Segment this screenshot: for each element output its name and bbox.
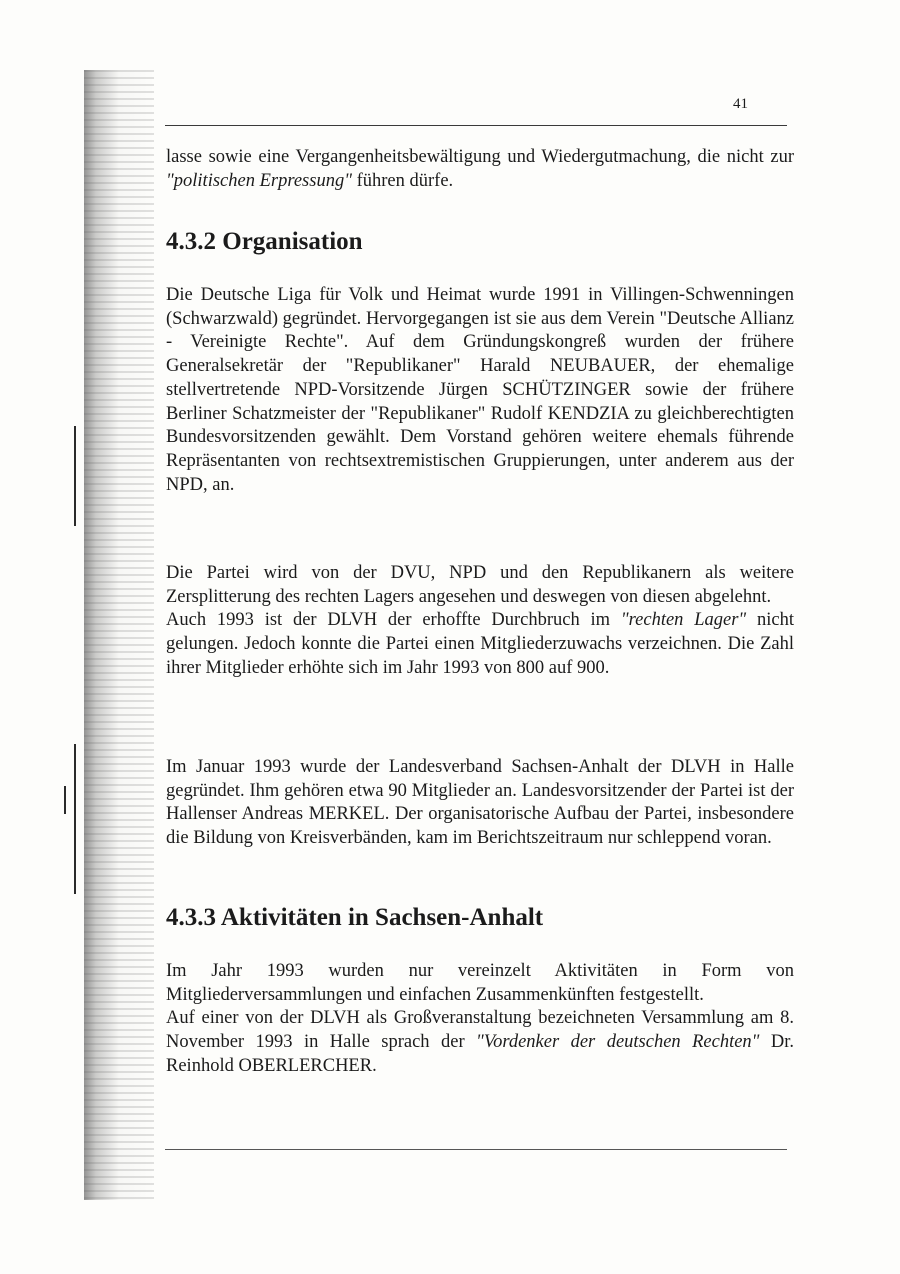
intro-text-end: führen dürfe.: [351, 170, 454, 191]
section-heading-aktivitaeten: 4.3.3 Aktivitäten in Sachsen-Anhalt: [166, 904, 544, 931]
paragraph-text: Die Deutsche Liga für Volk und Heimat wurde 1991 in Villingen-Schwenningen (Schwarzwald) gegründet. Hervorgegangen ist sie aus dem Verein "Deutsche Allianz - Vereinigte Rechte". Auf dem Gründungskongreß wurden der frühere Generalsekretär der "Republikaner" Harald NEUBAUER, der ehemalige stellvertretende NPD-Vorsitzende Jürgen SCHÜTZINGER sowie der frühere Berliner Schatzmeister der "Republikaner" Rudolf KENDZIA zu gleichberechtigten Bundesvorsitzenden gewählt. Dem Vorstand gehören weitere ehemals führende Repräsentanten von rechtsextremistischen Gruppierungen, unter anderem aus der NPD, an.: [166, 285, 794, 495]
paragraph-text: Im Januar 1993 wurde der Landesverband Sachsen-Anhalt der DLVH in Halle gegründet. Ihm gehören etwa 90 Mitglieder an. Landesvorsitzender der Partei ist der Hallenser Andreas MERKEL. Der organisatorische Aufbau der Partei, insbesondere die Bildung von Kreisverbänden, kam im Berichtszeitraum nur schleppend voran.: [166, 757, 794, 849]
margin-mark: [74, 744, 76, 894]
organisation-paragraph-1: [166, 284, 794, 497]
intro-text: lasse sowie eine Vergangenheitsbewältigung und Wiedergutmachung, die nicht zur: [166, 147, 794, 167]
intro-paragraph: [166, 146, 794, 193]
scan-shadow-edge: [84, 70, 154, 1200]
margin-mark: [64, 786, 66, 814]
paragraph-text: Die Partei wird von der DVU, NPD und den Republikanern als weitere Zersplitterung des rechten Lagers angesehen und deswegen von diesen abgelehnt.: [166, 563, 794, 607]
section-heading-organisation: 4.3.2 Organisation: [166, 228, 363, 255]
paragraph-text: Auch 1993 ist der DLVH der erhoffte Durchbruch im "rechten Lager" nicht gelungen. Jedoch konnte die Partei einen Mitgliederzuwachs verzeichnen. Die Zahl ihrer Mitglieder erhöhte sich im Jahr 1993 von 800 auf 900.: [166, 610, 795, 678]
rechten-lager-quote: "rechten Lager": [620, 610, 747, 631]
footer-rule: [165, 1149, 787, 1150]
page-number: 41: [733, 96, 748, 112]
intro-quote: "politischen Erpressung": [166, 170, 352, 191]
aktivitaeten-paragraph: [166, 960, 794, 1079]
paragraph-text: Auf einer von der DLVH als Großveranstaltung bezeichneten Versammlung am 8. November 1993 in Halle sprach der "Vordenker der deutschen Rechten" Dr. Reinhold OBERLERCHER.: [166, 1008, 794, 1076]
organisation-paragraph-4: [166, 756, 794, 851]
margin-mark: [74, 426, 76, 526]
paragraph-text: Im Jahr 1993 wurden nur vereinzelt Aktivitäten in Form von Mitgliederversammlungen und einfachen Zusammenkünften festgestellt.: [166, 961, 794, 1005]
organisation-paragraph-2: [166, 562, 794, 681]
vordenker-quote: "Vordenker der deutschen Rechten": [476, 1032, 760, 1053]
header-rule: [165, 125, 787, 126]
